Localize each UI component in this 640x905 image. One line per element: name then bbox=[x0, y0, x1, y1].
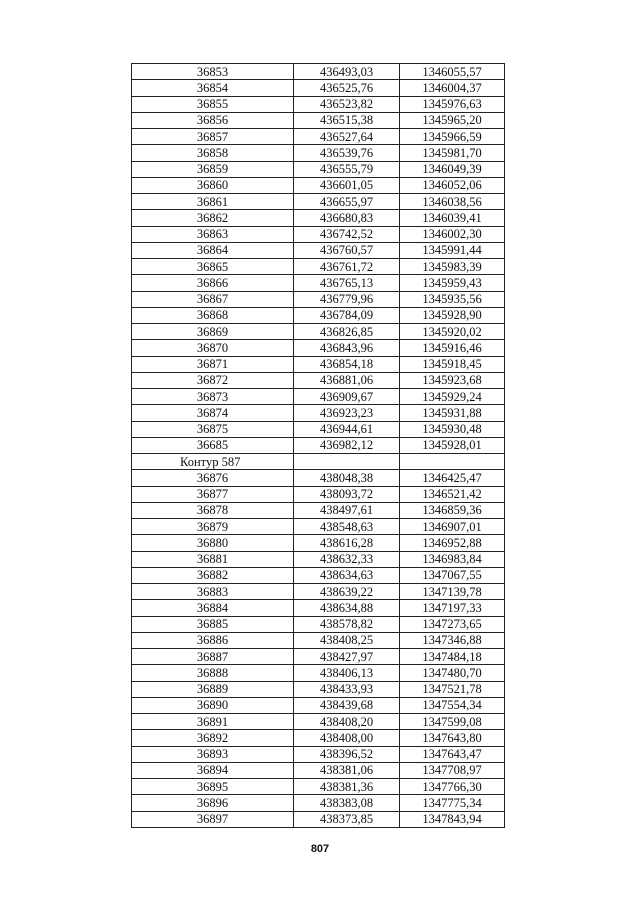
x-coordinate-cell: 438439,68 bbox=[294, 697, 400, 713]
y-coordinate-cell: 1347599,08 bbox=[400, 714, 505, 730]
y-coordinate-cell: 1345920,02 bbox=[400, 324, 505, 340]
y-coordinate-cell: 1345923,68 bbox=[400, 372, 505, 388]
point-id-cell: 36859 bbox=[132, 161, 294, 177]
y-coordinate-cell: 1345931,88 bbox=[400, 405, 505, 421]
table-row bbox=[132, 714, 505, 730]
point-id-cell: 36894 bbox=[132, 762, 294, 778]
x-coordinate-cell: 438632,33 bbox=[294, 551, 400, 567]
point-id-cell: 36893 bbox=[132, 746, 294, 762]
table-row bbox=[132, 551, 505, 567]
table-row bbox=[132, 421, 505, 437]
point-id-cell: 36863 bbox=[132, 226, 294, 242]
y-coordinate-cell: 1347346,88 bbox=[400, 632, 505, 648]
table-row bbox=[132, 519, 505, 535]
section-label: Контур 587 bbox=[132, 454, 294, 470]
point-id-cell: 36877 bbox=[132, 486, 294, 502]
point-id-cell: 36861 bbox=[132, 194, 294, 210]
x-coordinate-cell: 438497,61 bbox=[294, 502, 400, 518]
point-id-cell: 36872 bbox=[132, 372, 294, 388]
y-coordinate-cell: 1346052,06 bbox=[400, 177, 505, 193]
x-coordinate-cell: 436760,57 bbox=[294, 242, 400, 258]
x-coordinate-cell: 438634,63 bbox=[294, 567, 400, 583]
table-row bbox=[132, 567, 505, 583]
table-row bbox=[132, 730, 505, 746]
table-row bbox=[132, 762, 505, 778]
y-coordinate-cell: 1345976,63 bbox=[400, 96, 505, 112]
table-row bbox=[132, 64, 505, 80]
x-coordinate-cell: 436525,76 bbox=[294, 80, 400, 96]
point-id-cell: 36891 bbox=[132, 714, 294, 730]
y-coordinate-cell: 1345983,39 bbox=[400, 259, 505, 275]
table-row bbox=[132, 437, 505, 453]
table-row bbox=[132, 649, 505, 665]
empty-cell bbox=[400, 454, 505, 470]
y-coordinate-cell: 1347484,18 bbox=[400, 649, 505, 665]
table-row bbox=[132, 746, 505, 762]
y-coordinate-cell: 1347775,34 bbox=[400, 795, 505, 811]
x-coordinate-cell: 436982,12 bbox=[294, 437, 400, 453]
y-coordinate-cell: 1345965,20 bbox=[400, 112, 505, 128]
y-coordinate-cell: 1347843,94 bbox=[400, 811, 505, 827]
y-coordinate-cell: 1345929,24 bbox=[400, 389, 505, 405]
x-coordinate-cell: 436854,18 bbox=[294, 356, 400, 372]
point-id-cell: 36897 bbox=[132, 811, 294, 827]
y-coordinate-cell: 1347643,80 bbox=[400, 730, 505, 746]
x-coordinate-cell: 438634,88 bbox=[294, 600, 400, 616]
point-id-cell: 36887 bbox=[132, 649, 294, 665]
table-row bbox=[132, 324, 505, 340]
y-coordinate-cell: 1347067,55 bbox=[400, 567, 505, 583]
table-row bbox=[132, 389, 505, 405]
y-coordinate-cell: 1346425,47 bbox=[400, 470, 505, 486]
x-coordinate-cell: 436680,83 bbox=[294, 210, 400, 226]
y-coordinate-cell: 1345959,43 bbox=[400, 275, 505, 291]
table-row bbox=[132, 145, 505, 161]
x-coordinate-cell: 438427,97 bbox=[294, 649, 400, 665]
x-coordinate-cell: 436493,03 bbox=[294, 64, 400, 80]
y-coordinate-cell: 1347197,33 bbox=[400, 600, 505, 616]
y-coordinate-cell: 1346004,37 bbox=[400, 80, 505, 96]
x-coordinate-cell: 438373,85 bbox=[294, 811, 400, 827]
y-coordinate-cell: 1346983,84 bbox=[400, 551, 505, 567]
y-coordinate-cell: 1346859,36 bbox=[400, 502, 505, 518]
table-row bbox=[132, 291, 505, 307]
y-coordinate-cell: 1347480,70 bbox=[400, 665, 505, 681]
table-row bbox=[132, 535, 505, 551]
table-row bbox=[132, 584, 505, 600]
point-id-cell: 36870 bbox=[132, 340, 294, 356]
point-id-cell: 36858 bbox=[132, 145, 294, 161]
table-row bbox=[132, 600, 505, 616]
y-coordinate-cell: 1347273,65 bbox=[400, 616, 505, 632]
point-id-cell: 36860 bbox=[132, 177, 294, 193]
table-row bbox=[132, 779, 505, 795]
point-id-cell: 36892 bbox=[132, 730, 294, 746]
point-id-cell: 36881 bbox=[132, 551, 294, 567]
table-row bbox=[132, 226, 505, 242]
x-coordinate-cell: 436742,52 bbox=[294, 226, 400, 242]
point-id-cell: 36885 bbox=[132, 616, 294, 632]
coordinates-table bbox=[131, 63, 505, 828]
y-coordinate-cell: 1345966,59 bbox=[400, 129, 505, 145]
y-coordinate-cell: 1345918,45 bbox=[400, 356, 505, 372]
point-id-cell: 36874 bbox=[132, 405, 294, 421]
x-coordinate-cell: 438048,38 bbox=[294, 470, 400, 486]
y-coordinate-cell: 1345928,90 bbox=[400, 307, 505, 323]
table-row bbox=[132, 340, 505, 356]
table-row bbox=[132, 194, 505, 210]
table-row bbox=[132, 811, 505, 827]
x-coordinate-cell: 438408,20 bbox=[294, 714, 400, 730]
y-coordinate-cell: 1347554,34 bbox=[400, 697, 505, 713]
table-row bbox=[132, 502, 505, 518]
table-row bbox=[132, 275, 505, 291]
point-id-cell: 36868 bbox=[132, 307, 294, 323]
x-coordinate-cell: 438433,93 bbox=[294, 681, 400, 697]
table-row bbox=[132, 795, 505, 811]
y-coordinate-cell: 1345981,70 bbox=[400, 145, 505, 161]
y-coordinate-cell: 1346039,41 bbox=[400, 210, 505, 226]
x-coordinate-cell: 436909,67 bbox=[294, 389, 400, 405]
y-coordinate-cell: 1345991,44 bbox=[400, 242, 505, 258]
y-coordinate-cell: 1347643,47 bbox=[400, 746, 505, 762]
table-row bbox=[132, 665, 505, 681]
x-coordinate-cell: 438396,52 bbox=[294, 746, 400, 762]
table-row bbox=[132, 242, 505, 258]
table-row bbox=[132, 112, 505, 128]
x-coordinate-cell: 438383,08 bbox=[294, 795, 400, 811]
x-coordinate-cell: 436765,13 bbox=[294, 275, 400, 291]
point-id-cell: 36864 bbox=[132, 242, 294, 258]
x-coordinate-cell: 436655,97 bbox=[294, 194, 400, 210]
table-row bbox=[132, 80, 505, 96]
y-coordinate-cell: 1346907,01 bbox=[400, 519, 505, 535]
x-coordinate-cell: 438408,00 bbox=[294, 730, 400, 746]
table-row bbox=[132, 470, 505, 486]
table-row bbox=[132, 372, 505, 388]
x-coordinate-cell: 436555,79 bbox=[294, 161, 400, 177]
point-id-cell: 36865 bbox=[132, 259, 294, 275]
table-row bbox=[132, 681, 505, 697]
table-row bbox=[132, 616, 505, 632]
point-id-cell: 36878 bbox=[132, 502, 294, 518]
y-coordinate-cell: 1347708,97 bbox=[400, 762, 505, 778]
empty-cell bbox=[294, 454, 400, 470]
point-id-cell: 36889 bbox=[132, 681, 294, 697]
x-coordinate-cell: 438381,06 bbox=[294, 762, 400, 778]
table-row bbox=[132, 96, 505, 112]
x-coordinate-cell: 436826,85 bbox=[294, 324, 400, 340]
x-coordinate-cell: 436539,76 bbox=[294, 145, 400, 161]
table-row bbox=[132, 486, 505, 502]
table-row bbox=[132, 632, 505, 648]
x-coordinate-cell: 438548,63 bbox=[294, 519, 400, 535]
y-coordinate-cell: 1346952,88 bbox=[400, 535, 505, 551]
point-id-cell: 36857 bbox=[132, 129, 294, 145]
table-row bbox=[132, 259, 505, 275]
table-row bbox=[132, 697, 505, 713]
point-id-cell: 36880 bbox=[132, 535, 294, 551]
point-id-cell: 36888 bbox=[132, 665, 294, 681]
y-coordinate-cell: 1347521,78 bbox=[400, 681, 505, 697]
x-coordinate-cell: 436601,05 bbox=[294, 177, 400, 193]
point-id-cell: 36886 bbox=[132, 632, 294, 648]
point-id-cell: 36883 bbox=[132, 584, 294, 600]
table-row bbox=[132, 177, 505, 193]
x-coordinate-cell: 436784,09 bbox=[294, 307, 400, 323]
y-coordinate-cell: 1346049,39 bbox=[400, 161, 505, 177]
point-id-cell: 36854 bbox=[132, 80, 294, 96]
point-id-cell: 36890 bbox=[132, 697, 294, 713]
y-coordinate-cell: 1345935,56 bbox=[400, 291, 505, 307]
table-row bbox=[132, 405, 505, 421]
point-id-cell: 36685 bbox=[132, 437, 294, 453]
point-id-cell: 36856 bbox=[132, 112, 294, 128]
y-coordinate-cell: 1345916,46 bbox=[400, 340, 505, 356]
point-id-cell: 36879 bbox=[132, 519, 294, 535]
x-coordinate-cell: 438408,25 bbox=[294, 632, 400, 648]
x-coordinate-cell: 436515,38 bbox=[294, 112, 400, 128]
x-coordinate-cell: 438093,72 bbox=[294, 486, 400, 502]
table-row bbox=[132, 307, 505, 323]
y-coordinate-cell: 1347139,78 bbox=[400, 584, 505, 600]
section-header-row bbox=[132, 454, 505, 470]
point-id-cell: 36866 bbox=[132, 275, 294, 291]
point-id-cell: 36853 bbox=[132, 64, 294, 80]
y-coordinate-cell: 1346521,42 bbox=[400, 486, 505, 502]
x-coordinate-cell: 438578,82 bbox=[294, 616, 400, 632]
x-coordinate-cell: 438406,13 bbox=[294, 665, 400, 681]
table-row bbox=[132, 356, 505, 372]
x-coordinate-cell: 438639,22 bbox=[294, 584, 400, 600]
coordinates-table-body bbox=[132, 64, 505, 828]
x-coordinate-cell: 436761,72 bbox=[294, 259, 400, 275]
x-coordinate-cell: 438381,36 bbox=[294, 779, 400, 795]
x-coordinate-cell: 436944,61 bbox=[294, 421, 400, 437]
point-id-cell: 36896 bbox=[132, 795, 294, 811]
y-coordinate-cell: 1346002,30 bbox=[400, 226, 505, 242]
point-id-cell: 36871 bbox=[132, 356, 294, 372]
x-coordinate-cell: 436881,06 bbox=[294, 372, 400, 388]
table-row bbox=[132, 161, 505, 177]
x-coordinate-cell: 436527,64 bbox=[294, 129, 400, 145]
point-id-cell: 36862 bbox=[132, 210, 294, 226]
y-coordinate-cell: 1346055,57 bbox=[400, 64, 505, 80]
point-id-cell: 36884 bbox=[132, 600, 294, 616]
point-id-cell: 36882 bbox=[132, 567, 294, 583]
point-id-cell: 36875 bbox=[132, 421, 294, 437]
point-id-cell: 36873 bbox=[132, 389, 294, 405]
table-row bbox=[132, 210, 505, 226]
x-coordinate-cell: 436523,82 bbox=[294, 96, 400, 112]
x-coordinate-cell: 436923,23 bbox=[294, 405, 400, 421]
point-id-cell: 36855 bbox=[132, 96, 294, 112]
point-id-cell: 36867 bbox=[132, 291, 294, 307]
y-coordinate-cell: 1345930,48 bbox=[400, 421, 505, 437]
point-id-cell: 36869 bbox=[132, 324, 294, 340]
x-coordinate-cell: 436843,96 bbox=[294, 340, 400, 356]
point-id-cell: 36895 bbox=[132, 779, 294, 795]
x-coordinate-cell: 436779,96 bbox=[294, 291, 400, 307]
y-coordinate-cell: 1345928,01 bbox=[400, 437, 505, 453]
y-coordinate-cell: 1346038,56 bbox=[400, 194, 505, 210]
table-row bbox=[132, 129, 505, 145]
y-coordinate-cell: 1347766,30 bbox=[400, 779, 505, 795]
x-coordinate-cell: 438616,28 bbox=[294, 535, 400, 551]
point-id-cell: 36876 bbox=[132, 470, 294, 486]
page-number: 807 bbox=[310, 843, 330, 855]
